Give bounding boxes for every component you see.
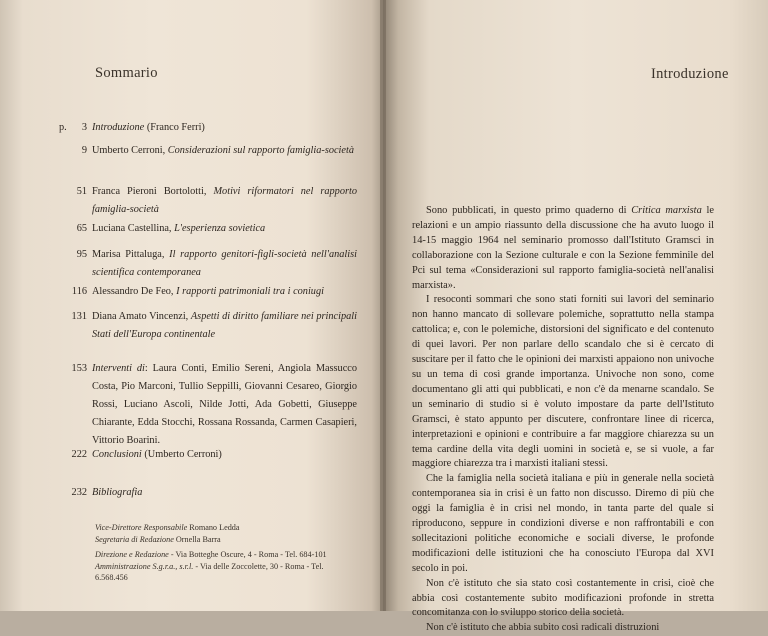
- toc-author: Luciana Castellina,: [92, 223, 175, 234]
- toc-author: Marisa Pittaluga,: [92, 249, 170, 260]
- sommario-heading: Sommario: [95, 65, 158, 81]
- toc-title: L'esperienza sovietica: [174, 223, 266, 234]
- toc-author: Diana Amato Vincenzi,: [92, 311, 191, 322]
- toc-title: Considerazioni sul rapporto famiglia-società: [167, 145, 354, 156]
- toc-author: Alessandro De Feo,: [92, 286, 177, 297]
- toc-suffix: (Umberto Cerroni): [141, 449, 222, 460]
- intro-text: le relazioni e un ampio riassunto della discussione che ha avuto luogo il 14-15 maggio 1964 nel seminario promosso dall'Istituto Gramsci in collaborazione con la Sezione culturale e con la Sezione femminile del Pci sul tema «Considerazioni sul rapporto famiglia-società nell'analisi marxista».: [412, 205, 714, 291]
- toc-title: Interventi di: [92, 363, 145, 374]
- toc-entry-cerroni[interactable]: [52, 142, 357, 160]
- introduzione-body: [412, 204, 714, 636]
- toc-entry-interventi[interactable]: [52, 360, 357, 450]
- toc-page-number: 153: [71, 363, 87, 374]
- intro-paragraph-5: Non c'è istituto che abbia subito così radicali distruzioni: [426, 622, 660, 634]
- book-gutter: [380, 0, 386, 611]
- toc-title: Aspetti di diritto familiare nei principali Stati dell'Europa continentale: [92, 311, 357, 340]
- toc-page-number: 116: [71, 286, 87, 297]
- introduzione-heading: Introduzione: [651, 66, 729, 82]
- toc-page-number: 95: [76, 249, 87, 260]
- left-page: [0, 0, 383, 611]
- direzione-label: Direzione e Redazione: [95, 550, 169, 559]
- intro-paragraph-1: [412, 204, 714, 293]
- toc-author: Franca Pieroni Bortolotti,: [92, 186, 214, 197]
- toc-suffix: : Laura Conti, Emilio Sereni, Angiola Massucco Costa, Pio Marconi, Tullio Seppilli, Giovanni Cesareo, Giorgio Rossi, Luciano Ascoli, Nilde Jotti, Ada Gobetti, Giuseppe Chiarante, Edda Stocchi, Rossana Rossanda, Carmen Casapieri, Vittorio Boarini.: [92, 363, 357, 446]
- toc-entry-pieroni-bortolotti[interactable]: [52, 183, 357, 219]
- editorial-secretary-name: Ornella Barra: [173, 534, 221, 544]
- intro-text: Sono pubblicati, in questo primo quaderno di: [426, 205, 632, 216]
- imprint-addresses: [95, 549, 357, 584]
- toc-entry-amato-vincenzi[interactable]: [52, 308, 357, 344]
- imprint-staff: [95, 522, 357, 545]
- toc-entry-castellina[interactable]: [52, 220, 357, 238]
- toc-suffix: (Franco Ferri): [144, 122, 205, 133]
- toc-entry-conclusioni[interactable]: [52, 446, 357, 464]
- editorial-secretary-label: Segretaria di Redazione: [95, 534, 174, 544]
- amministrazione-label: Amministrazione S.g.r.a., s.r.l.: [95, 561, 194, 571]
- toc-page-number: 3: [81, 122, 87, 133]
- intro-paragraph-3: Che la famiglia nella società italiana e più in generale nella società contemporanea sia in crisi è un fatto non discusso. Diremo di più che oggi la famiglia è in crisi nel mondo, in tanta parte del quale si riproducono, seppure in condizioni diverse e non raffrontabili e con sollecitazioni politiche economiche e sociali diverse, le profonde modificazioni delle istituzioni che ha conosciuto l'Europa dal XVI secolo in poi.: [412, 473, 714, 574]
- toc-title: Motivi riformatori nel rapporto famiglia-società: [92, 186, 357, 215]
- toc-entry-pittaluga[interactable]: [52, 246, 357, 282]
- toc-title: Introduzione: [92, 122, 145, 133]
- vice-director-label: Vice-Direttore Responsabile: [95, 523, 188, 532]
- direzione-address: - Via Botteghe Oscure, 4 - Roma - Tel. 684-101: [168, 550, 327, 559]
- toc-title: Conclusioni: [92, 449, 142, 460]
- toc-title: I rapporti patrimoniali tra i coniugi: [176, 286, 324, 297]
- toc-page-number: 222: [71, 449, 87, 460]
- toc-page-number: 51: [76, 186, 87, 197]
- toc-page-number: 65: [76, 223, 87, 234]
- toc-page-number: 131: [71, 311, 87, 322]
- page-prefix: p.: [59, 122, 67, 133]
- toc-entry-de-feo[interactable]: [52, 283, 357, 301]
- intro-paragraph-2: I resoconti sommari che sono stati forniti sui lavori del seminario non hanno mancato di sollevare polemiche, soprattutto nella stampa cattolica; e, con le polemiche, distorsioni del significato e del contenuto di quei lavori. Per non parlare dello scandalo che si è cercato di suscitare per il fatto che le opinioni dei marxisti appaiono non univoche su un tema di così grande importanza. Univoche non sono, come documentano gli atti qui pubblicati, e non c'è da menarne scandalo. Se un seminario di studio si è voluto impostare da parte dell'Istituto Gramsci, è stato appunto per discutere, confrontare linee di ricerca, interpretazioni e opinioni e contribuire a far maggiore chiarezza su un tema cardine della vita degli uomini in società e, se si vuole, a far maggiore chiarezza tra i marxisti italiani stessi.: [412, 294, 714, 470]
- toc-title: Il rapporto genitori-figli-società nell'analisi scientifica contemporanea: [92, 249, 357, 278]
- toc-page-number: 232: [71, 487, 87, 498]
- intro-paragraph-4: Non c'è istituto che sia stato così costantemente in crisi, cioè che abbia così costantemente subito modificazioni profonde in stretta concomitanza con lo sviluppo storico della società.: [412, 577, 714, 619]
- journal-title: Critica marxista: [631, 205, 702, 216]
- toc-entry-introduzione[interactable]: [52, 119, 357, 137]
- toc-title: Bibliografia: [92, 487, 143, 498]
- amministrazione-address: - Via delle Zoccolette, 30 - Roma - Tel. 6.568.456: [95, 561, 324, 582]
- toc-author: Umberto Cerroni,: [92, 145, 168, 156]
- toc-entry-bibliografia[interactable]: [52, 484, 357, 502]
- vice-director-name: Romano Ledda: [187, 523, 240, 532]
- toc-page-number: 9: [81, 145, 87, 156]
